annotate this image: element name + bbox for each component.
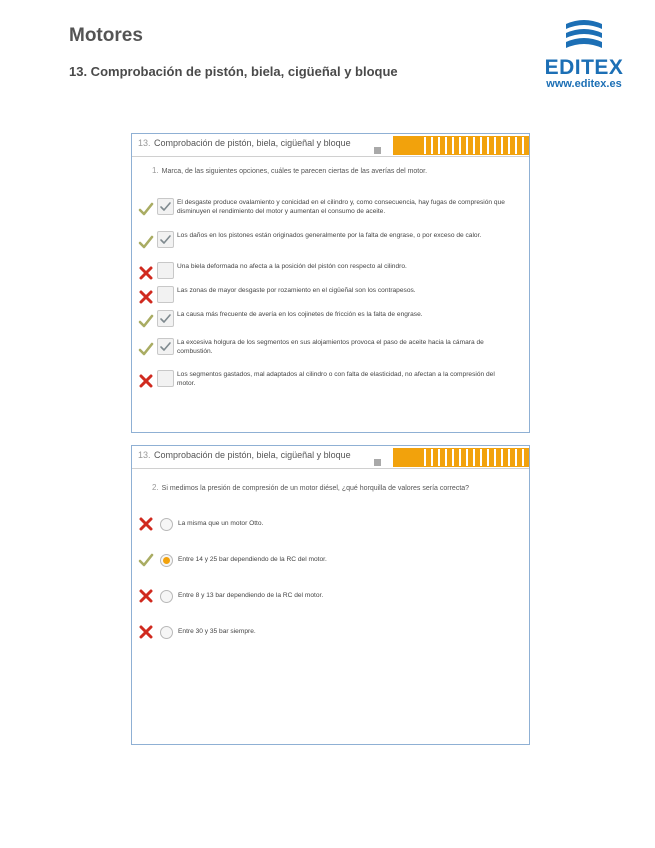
header-stripe-lines	[419, 449, 527, 466]
header-stripe-lines	[419, 137, 527, 154]
incorrect-cross-icon	[138, 516, 154, 532]
option-radio[interactable]	[160, 626, 173, 639]
question-label: Marca, de las siguientes opciones, cuáles te parecen ciertas de las averías del motor.	[161, 168, 428, 175]
option-label: Una biela deformada no afecta a la posición del pistón con respecto al cilindro.	[177, 263, 407, 270]
card-header-number: 13.	[138, 138, 151, 148]
option-label: La excesiva holgura de los segmentos en sus alojamientos provoca el paso de aceite hacia la cámara de combustión.	[177, 339, 484, 355]
option-radio[interactable]	[160, 518, 173, 531]
question-number: 2.	[152, 483, 159, 492]
incorrect-cross-icon	[138, 265, 154, 281]
question-number: 1.	[152, 166, 159, 175]
option-checkbox[interactable]	[157, 310, 174, 327]
correct-check-icon	[138, 234, 154, 250]
correct-check-icon	[138, 552, 154, 568]
option-checkbox[interactable]	[157, 338, 174, 355]
correct-check-icon	[138, 341, 154, 357]
card-header	[132, 134, 529, 157]
option-label: Entre 14 y 25 bar dependiendo de la RC del motor.	[178, 556, 327, 563]
logo-url: www.editex.es	[546, 78, 622, 90]
correct-check-icon	[138, 201, 154, 217]
checkmark-icon	[161, 236, 170, 243]
option-label: El desgaste produce ovalamiento y conicidad en el cilindro y, como consecuencia, hay fugas de compresión que disminuyen el rendimiento del motor y aumentan el consumo de aceite.	[177, 199, 505, 215]
option-label: La causa más frecuente de avería en los cojinetes de fricción es la falta de engrase.	[177, 311, 423, 318]
header-square-icon	[374, 147, 381, 154]
incorrect-cross-icon	[138, 289, 154, 305]
option-checkbox[interactable]	[157, 231, 174, 248]
option-label: La misma que un motor Otto.	[178, 520, 264, 527]
option-checkbox[interactable]	[157, 262, 174, 279]
option-label: Entre 8 y 13 bar dependiendo de la RC del motor.	[178, 592, 324, 599]
document-title: Motores	[69, 25, 143, 46]
logo-brand: EDITEX	[544, 56, 624, 79]
checkmark-icon	[161, 203, 170, 210]
checkmark-icon	[161, 343, 170, 350]
option-radio[interactable]	[160, 590, 173, 603]
card-header-number: 13.	[138, 450, 151, 460]
option-radio[interactable]	[160, 554, 173, 567]
book-stack-icon	[536, 18, 632, 58]
card-header-title: Comprobación de pistón, biela, cigüeñal y bloque	[154, 138, 351, 148]
header-square-icon	[374, 459, 381, 466]
question-text	[152, 166, 427, 175]
quiz-card-1	[131, 133, 530, 433]
editex-logo	[536, 18, 632, 90]
option-label: Las zonas de mayor desgaste por rozamiento en el cigüeñal son los contrapesos.	[177, 287, 416, 294]
option-checkbox[interactable]	[157, 370, 174, 387]
correct-check-icon	[138, 313, 154, 329]
question-text	[152, 483, 469, 492]
option-label: Entre 30 y 35 bar siempre.	[178, 628, 256, 635]
question-label: Si medimos la presión de compresión de un motor diésel, ¿qué horquilla de valores sería correcta?	[161, 485, 470, 492]
option-checkbox[interactable]	[157, 286, 174, 303]
incorrect-cross-icon	[138, 624, 154, 640]
card-header	[132, 446, 529, 469]
option-label: Los daños en los pistones están originados generalmente por la falta de engrase, o por exceso de calor.	[177, 232, 482, 239]
checkmark-icon	[161, 315, 170, 322]
card-header-title: Comprobación de pistón, biela, cigüeñal y bloque	[154, 450, 351, 460]
incorrect-cross-icon	[138, 373, 154, 389]
quiz-card-2	[131, 445, 530, 745]
option-checkbox[interactable]	[157, 198, 174, 215]
document-subtitle: 13. Comprobación de pistón, biela, cigüeñal y bloque	[69, 64, 398, 79]
option-label: Los segmentos gastados, mal adaptados al cilindro o con falta de elasticidad, no afectan a la compresión del motor.	[177, 371, 495, 387]
incorrect-cross-icon	[138, 588, 154, 604]
